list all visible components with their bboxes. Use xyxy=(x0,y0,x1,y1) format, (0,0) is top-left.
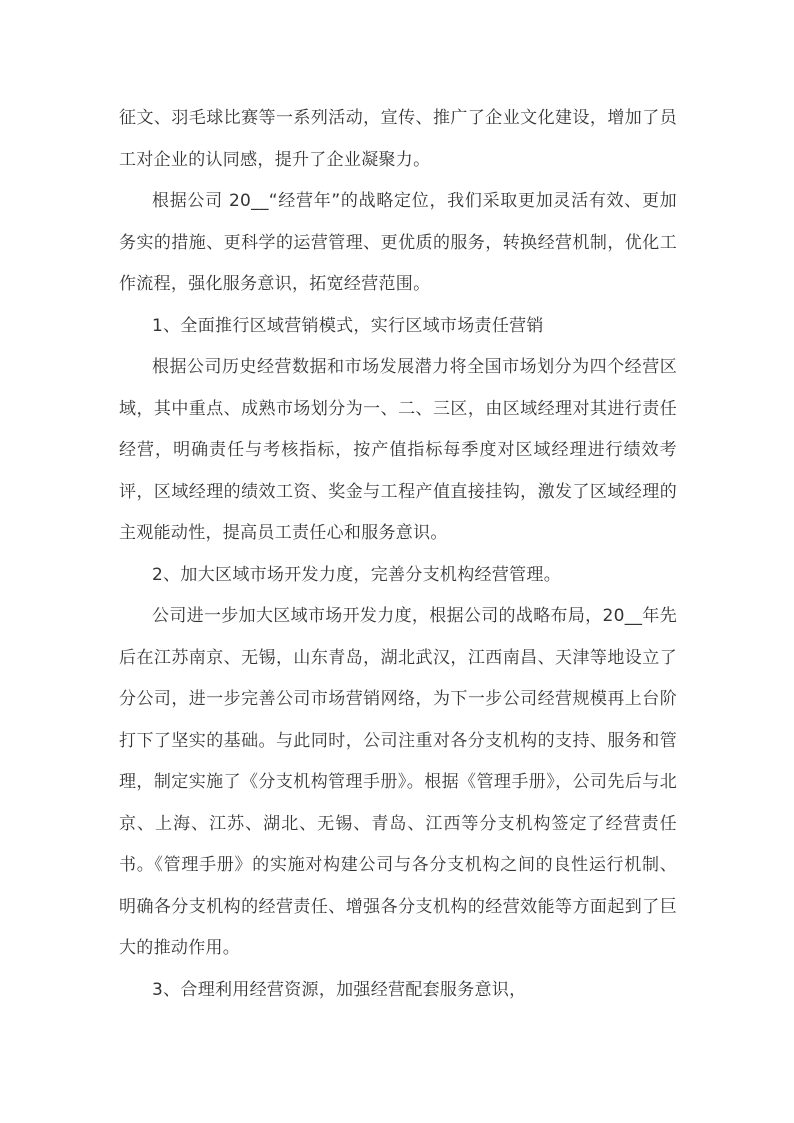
section-heading-1: 1、全面推行区域营销模式，实行区域市场责任营销 xyxy=(152,315,544,336)
paragraph-2: 根据公司 20__“经营年”的战略定位，我们采取更加灵活有效、更加务实的措施、更科学的运营管理、更优质的服务，转换经营机制，优化工作流程，强化服务意识，拓宽经营范围。 xyxy=(119,191,677,294)
document-body xyxy=(119,98,677,1011)
section-heading-2: 2、加大区域市场开发力度，完善分支机构经营管理。 xyxy=(152,564,562,585)
paragraph-4: 公司进一步加大区域市场开发力度，根据公司的战略布局，20__年先后在江苏南京、无锡，山东青岛，湖北武汉，江西南昌、天津等地设立了分公司，进一步完善公司市场营销网络，为下一步公司经营规模再上台阶打下了坚实的基础。与此同时，公司注重对各分支机构的支持、服务和管理，制定实施了《分支机构管理手册》。根据《管理手册》，公司先后与北京、上海、江苏、湖北、无锡、青岛、江西等分支机构签定了经营责任书。《管理手册》的实施对构建公司与各分支机构之间的良性运行机制、明确各分支机构的经营责任、增强各分支机构的经营效能等方面起到了巨大的推动作用。 xyxy=(119,606,677,958)
paragraph-3: 根据公司历史经营数据和市场发展潜力将全国市场划分为四个经营区域，其中重点、成熟市场划分为一、二、三区，由区域经理对其进行责任经营，明确责任与考核指标，按产值指标每季度对区域经理进行绩效考评，区域经理的绩效工资、奖金与工程产值直接挂钩，激发了区域经理的主观能动性，提高员工责任心和服务意识。 xyxy=(119,357,677,543)
section-heading-3: 3、合理利用经营资源，加强经营配套服务意识， xyxy=(152,979,527,1000)
paragraph-1: 征文、羽毛球比赛等一系列活动，宣传、推广了企业文化建设，增加了员工对企业的认同感，提升了企业凝聚力。 xyxy=(119,108,677,170)
